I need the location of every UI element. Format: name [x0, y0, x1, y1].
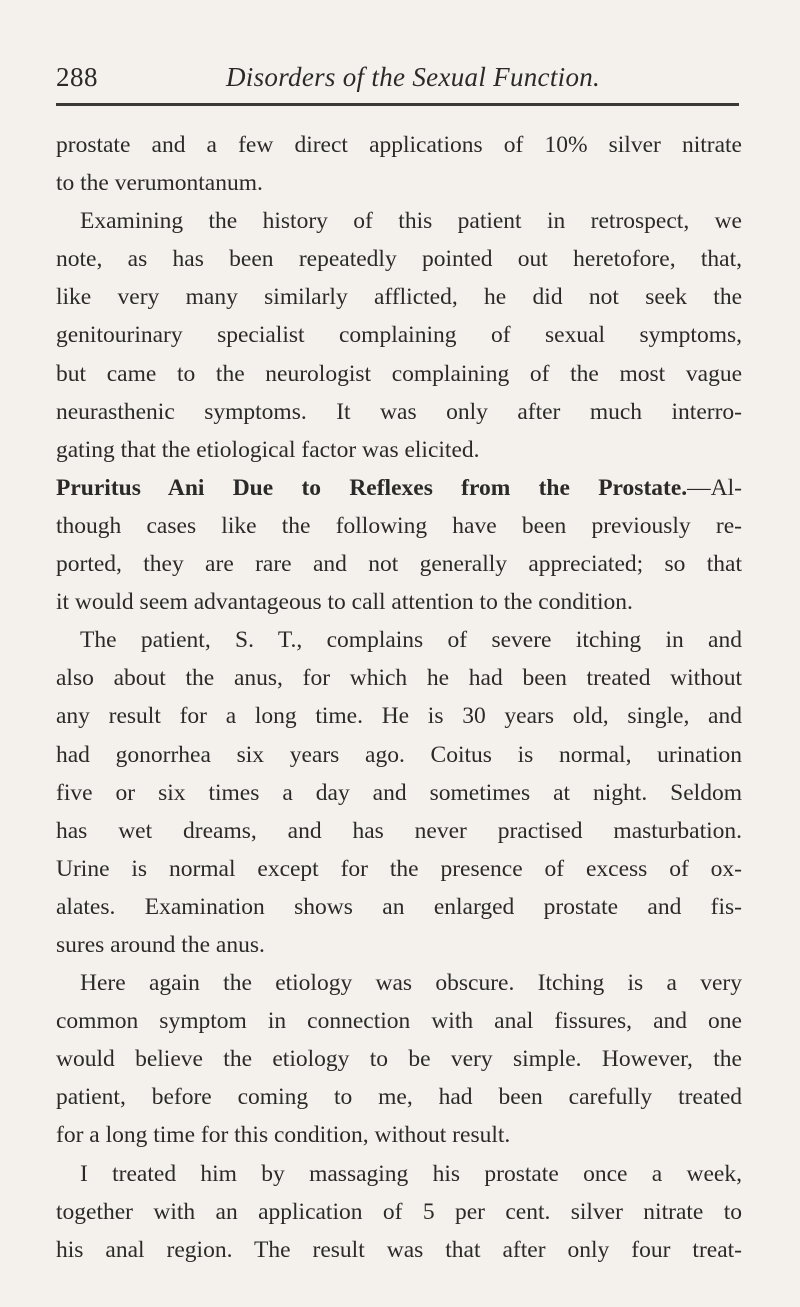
- text-line: gating that the etiological factor was elicited.: [56, 436, 480, 463]
- text-line: The patient, S. T., complains of severe itching in and: [80, 627, 742, 654]
- text-line: genitourinary specialist complaining of sexual symptoms,: [56, 322, 742, 349]
- text-line: any result for a long time. He is 30 years old, single, and: [56, 703, 742, 730]
- text-line: like very many similarly afflicted, he did not seek the: [56, 284, 742, 311]
- text-line: Examining the history of this patient in retrospect, we: [80, 208, 742, 235]
- heading-continuation: —Al-: [687, 474, 742, 501]
- text-line: prostate and a few direct applications of 10% silver nitrate: [56, 132, 742, 158]
- text-line: also about the anus, for which he had been treated without: [56, 665, 742, 692]
- text-line: I treated him by massaging his prostate once a week,: [80, 1160, 742, 1187]
- text-line: his anal region. The result was that after only four treat-: [56, 1236, 742, 1263]
- text-line: Here again the etiology was obscure. Itching is a very: [80, 970, 742, 997]
- text-line: though cases like the following have been previously re-: [56, 512, 742, 539]
- text-line: [56, 469, 742, 507]
- text-line: sures around the anus.: [56, 931, 265, 958]
- text-line: to the verumontanum.: [56, 170, 263, 197]
- header-rule: [56, 103, 739, 106]
- text-line: would believe the etiology to be very simple. However, the: [56, 1046, 742, 1073]
- text-line: alates. Examination shows an enlarged prostate and fis-: [56, 893, 742, 920]
- text-line: note, as has been repeatedly pointed out heretofore, that,: [56, 246, 742, 273]
- running-title: Disorders of the Sexual Function.: [226, 62, 601, 92]
- text-line: together with an application of 5 per cent. silver nitrate to: [56, 1198, 742, 1225]
- text-line: Urine is normal except for the presence of excess of ox-: [56, 855, 742, 882]
- text-line: had gonorrhea six years ago. Coitus is normal, urination: [56, 741, 742, 768]
- text-line: for a long time for this condition, without result.: [56, 1122, 511, 1149]
- body-text: [56, 126, 742, 1269]
- section-heading: Pruritus Ani Due to Reflexes from the Prostate.: [56, 474, 688, 501]
- text-line: patient, before coming to me, had been carefully treated: [56, 1084, 742, 1111]
- page-header: [56, 62, 736, 102]
- text-line: has wet dreams, and has never practised masturbation.: [56, 817, 742, 844]
- text-line: common symptom in connection with anal fissures, and one: [56, 1008, 742, 1035]
- text-line: ported, they are rare and not generally appreciated; so that: [56, 551, 742, 578]
- text-line: it would seem advantageous to call attention to the condition.: [56, 589, 633, 616]
- page-number: 288: [56, 62, 98, 92]
- text-line: neurasthenic symptoms. It was only after much interro-: [56, 398, 742, 425]
- text-line: but came to the neurologist complaining of the most vague: [56, 360, 742, 387]
- text-line: five or six times a day and sometimes at night. Seldom: [56, 779, 742, 806]
